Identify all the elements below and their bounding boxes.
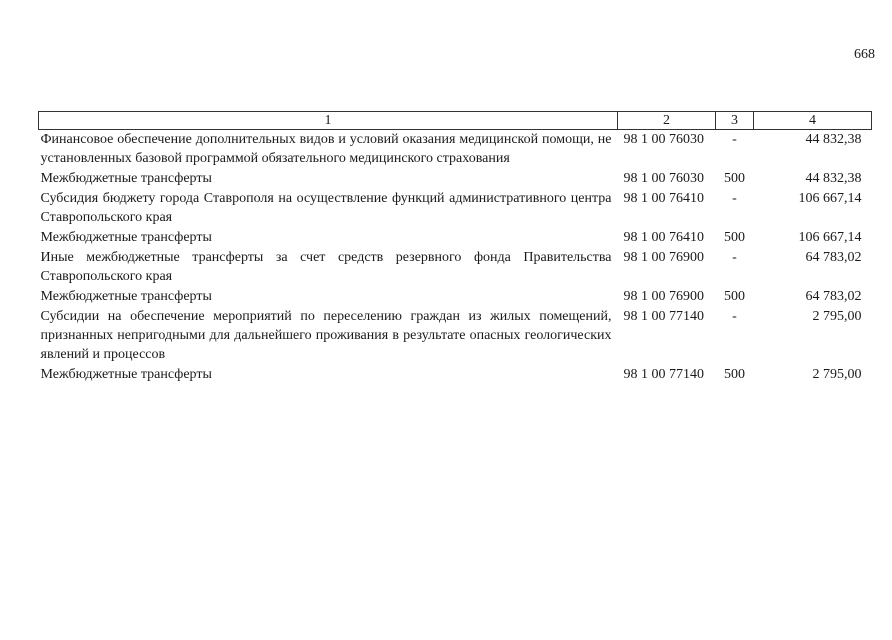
item-type: 500 [724,289,745,304]
table-row [39,287,872,307]
table-row [39,189,872,228]
table-row [39,130,872,170]
item-type: 500 [724,367,745,382]
header-column-4: 4 [754,112,872,130]
item-amount: 2 795,00 [812,367,862,382]
item-name: Субсидии на обеспечение мероприятий по переселению граждан из жилых помещений, признанных непригодными для дальнейшего проживания в результате опасных геологических явлений и процессов [40,309,612,362]
item-amount: 44 832,38 [805,132,862,147]
item-amount: 106 667,14 [798,230,862,245]
header-column-3: 3 [716,112,754,130]
item-amount: 106 667,14 [798,191,862,206]
item-amount: 64 783,02 [805,250,862,265]
header-column-1: 1 [39,112,618,130]
item-name: Межбюджетные трансферты [40,171,212,186]
item-amount: 44 832,38 [805,171,862,186]
item-code: 98 1 00 76030 [623,171,704,186]
item-type: - [732,250,737,265]
header-column-2: 2 [618,112,716,130]
item-type: - [732,309,737,324]
budget-table [38,111,872,385]
table-row [39,307,872,365]
item-amount: 64 783,02 [805,289,862,304]
item-name: Межбюджетные трансферты [40,230,212,245]
item-name: Иные межбюджетные трансферты за счет средств резервного фонда Правительства Ставропольского края [40,250,612,284]
item-amount: 2 795,00 [812,309,862,324]
item-type: 500 [724,230,745,245]
item-code: 98 1 00 76410 [623,191,704,206]
item-code: 98 1 00 76900 [623,250,704,265]
table-header-row [39,112,872,130]
item-name: Межбюджетные трансферты [40,367,212,382]
item-type: - [732,191,737,206]
page-number: 668 [854,47,875,62]
item-code: 98 1 00 76410 [623,230,704,245]
item-name: Субсидия бюджету города Ставрополя на осуществление функций административного центра Ставропольского края [40,191,612,225]
table-row [39,228,872,248]
item-type: - [732,132,737,147]
item-code: 98 1 00 76030 [623,132,704,147]
item-type: 500 [724,171,745,186]
table-row [39,169,872,189]
item-code: 98 1 00 76900 [623,289,704,304]
item-name: Финансовое обеспечение дополнительных видов и условий оказания медицинской помощи, не установленных базовой программой обязательного медицинского страхования [40,132,612,166]
item-code: 98 1 00 77140 [623,367,704,382]
table-row [39,365,872,385]
table-row [39,248,872,287]
item-code: 98 1 00 77140 [623,309,704,324]
item-name: Межбюджетные трансферты [40,289,212,304]
